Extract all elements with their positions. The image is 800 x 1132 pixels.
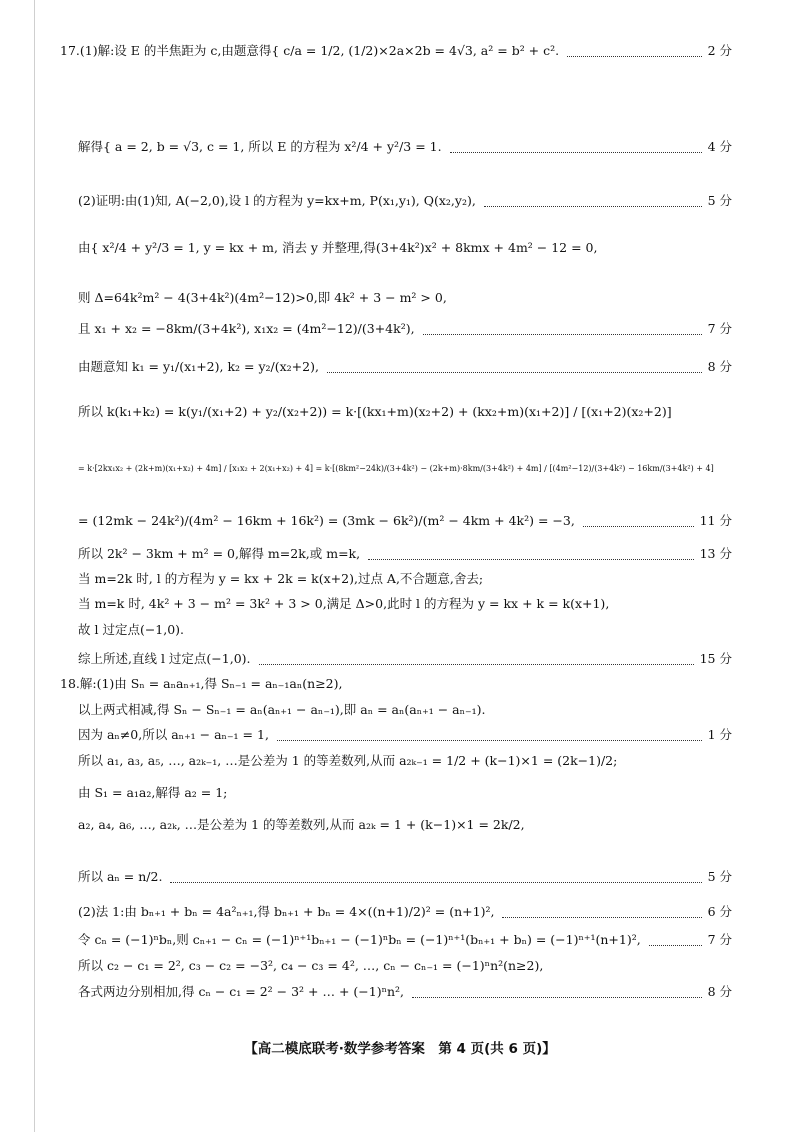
solution-line bbox=[0, 648, 800, 670]
leader-dots bbox=[567, 34, 702, 57]
line-text: = k·[2kx₁x₂ + (2k+m)(x₁+x₂) + 4m] / [x₁x₂ + 2(x₁+x₂) + 4] = k·[(8km²−24k)/(3+4k²) − (2k+m)·8km/(3+4k²) + 4m] / [(4m²−12)/(3+4k²) − 16km/(3+4k²) + 4] bbox=[78, 464, 714, 473]
solution-line bbox=[0, 401, 800, 423]
leader-dots bbox=[649, 923, 702, 946]
leader-dots bbox=[502, 895, 702, 918]
score-label: 7 分 bbox=[707, 932, 732, 947]
line-text: = (12mk − 24k²)/(4m² − 16km + 16k²) = (3mk − 6k²)/(m² − 4km + 4k²) = −3, bbox=[78, 513, 575, 528]
line-text: 所以 a₁, a₃, a₅, …, a₂ₖ₋₁, …是公差为 1 的等差数列,从而 a₂ₖ₋₁ = 1/2 + (k−1)×1 = (2k−1)/2; bbox=[78, 753, 618, 768]
line-text: 由题意知 k₁ = y₁/(x₁+2), k₂ = y₂/(x₂+2), bbox=[78, 359, 319, 374]
solution-line bbox=[0, 593, 800, 615]
leader-dots bbox=[277, 718, 702, 741]
solution-line bbox=[0, 543, 800, 565]
line-text: 所以 2k² − 3km + m² = 0,解得 m=2k,或 m=k, bbox=[78, 546, 361, 561]
solution-line bbox=[0, 673, 800, 695]
solution-line bbox=[0, 750, 800, 772]
score-label: 4 分 bbox=[707, 139, 732, 154]
score-label: 8 分 bbox=[707, 359, 732, 374]
line-text: 所以 aₙ = n/2. bbox=[78, 869, 163, 884]
score-label: 5 分 bbox=[707, 193, 732, 208]
solution-line bbox=[0, 458, 800, 480]
line-text: 综上所述,直线 l 过定点(−1,0). bbox=[78, 651, 251, 666]
leader-dots bbox=[583, 504, 694, 527]
solution-line bbox=[0, 814, 800, 836]
line-text: 所以 c₂ − c₁ = 2², c₃ − c₂ = −3², c₄ − c₃ = 4², …, cₙ − cₙ₋₁ = (−1)ⁿn²(n≥2), bbox=[78, 958, 544, 973]
line-text: 当 m=2k 时, l 的方程为 y = kx + 2k = k(x+2),过点 A,不合题意,舍去; bbox=[78, 571, 484, 586]
solution-line bbox=[0, 40, 800, 62]
solution-line bbox=[0, 318, 800, 340]
solution-line bbox=[0, 237, 800, 259]
line-text: a₂, a₄, a₆, …, a₂ₖ, …是公差为 1 的等差数列,从而 a₂ₖ = 1 + (k−1)×1 = 2k/2, bbox=[78, 817, 525, 832]
leader-dots bbox=[327, 350, 702, 373]
solution-line bbox=[0, 356, 800, 378]
leader-dots bbox=[368, 537, 694, 560]
solution-line bbox=[0, 510, 800, 532]
solution-line bbox=[0, 724, 800, 746]
solution-line bbox=[0, 619, 800, 641]
leader-dots bbox=[170, 860, 702, 883]
score-label: 13 分 bbox=[699, 546, 732, 561]
page-footer: 【高二模底联考·数学参考答案 第 4 页(共 6 页)】 bbox=[244, 1041, 556, 1057]
score-label: 6 分 bbox=[707, 904, 732, 919]
solution-line bbox=[0, 981, 800, 1003]
line-text: 因为 aₙ≠0,所以 aₙ₊₁ − aₙ₋₁ = 1, bbox=[78, 727, 269, 742]
line-text: 由 S₁ = a₁a₂,解得 a₂ = 1; bbox=[78, 785, 228, 800]
line-text: (2)法 1:由 bₙ₊₁ + bₙ = 4a²ₙ₊₁,得 bₙ₊₁ + bₙ = 4×((n+1)/2)² = (n+1)², bbox=[78, 904, 495, 919]
line-text: (2)证明:由(1)知, A(−2,0),设 l 的方程为 y=kx+m, P(x₁,y₁), Q(x₂,y₂), bbox=[78, 193, 476, 208]
score-label: 5 分 bbox=[707, 869, 732, 884]
line-text: 且 x₁ + x₂ = −8km/(3+4k²), x₁x₂ = (4m²−12)/(3+4k²), bbox=[78, 321, 415, 336]
line-text: 故 l 过定点(−1,0). bbox=[78, 622, 185, 637]
line-text: 各式两边分别相加,得 cₙ − c₁ = 2² − 3² + … + (−1)ⁿn², bbox=[78, 984, 405, 999]
solution-line bbox=[0, 955, 800, 977]
line-text: 令 cₙ = (−1)ⁿbₙ,则 cₙ₊₁ − cₙ = (−1)ⁿ⁺¹bₙ₊₁ − (−1)ⁿbₙ = (−1)ⁿ⁺¹(bₙ₊₁ + bₙ) = (−1)ⁿ⁺¹(n+1)², bbox=[78, 932, 641, 947]
line-text: 以上两式相减,得 Sₙ − Sₙ₋₁ = aₙ(aₙ₊₁ − aₙ₋₁),即 aₙ = aₙ(aₙ₊₁ − aₙ₋₁). bbox=[78, 702, 486, 717]
solution-line bbox=[0, 866, 800, 888]
solution-line bbox=[0, 929, 800, 951]
line-text: 17.(1)解:设 E 的半焦距为 c,由题意得{ c/a = 1/2, (1/2)×2a×2b = 4√3, a² = b² + c². bbox=[60, 43, 560, 58]
line-text: 当 m=k 时, 4k² + 3 − m² = 3k² + 3 > 0,满足 Δ>0,此时 l 的方程为 y = kx + k = k(x+1), bbox=[78, 596, 610, 611]
line-text: 解得{ a = 2, b = √3, c = 1, 所以 E 的方程为 x²/4 + y²/3 = 1. bbox=[78, 139, 442, 154]
score-label: 11 分 bbox=[699, 513, 732, 528]
score-label: 2 分 bbox=[707, 43, 732, 58]
solution-line bbox=[0, 901, 800, 923]
leader-dots bbox=[484, 184, 702, 207]
solution-line bbox=[0, 782, 800, 804]
leader-dots bbox=[450, 130, 702, 153]
score-label: 8 分 bbox=[707, 984, 732, 999]
score-label: 7 分 bbox=[707, 321, 732, 336]
leader-dots bbox=[259, 642, 694, 665]
score-label: 1 分 bbox=[707, 727, 732, 742]
line-text: 则 Δ=64k²m² − 4(3+4k²)(4m²−12)>0,即 4k² + 3 − m² > 0, bbox=[78, 290, 447, 305]
score-label: 15 分 bbox=[699, 651, 732, 666]
line-text: 18.解:(1)由 Sₙ = aₙaₙ₊₁,得 Sₙ₋₁ = aₙ₋₁aₙ(n≥2), bbox=[60, 676, 343, 691]
leader-dots bbox=[423, 312, 702, 335]
solution-line bbox=[0, 136, 800, 158]
solution-line bbox=[0, 568, 800, 590]
leader-dots bbox=[412, 975, 702, 998]
solution-line bbox=[0, 287, 800, 309]
solution-line bbox=[0, 190, 800, 212]
line-text: 由{ x²/4 + y²/3 = 1, y = kx + m, 消去 y 并整理,得(3+4k²)x² + 8kmx + 4m² − 12 = 0, bbox=[78, 240, 598, 255]
line-text: 所以 k(k₁+k₂) = k(y₁/(x₁+2) + y₂/(x₂+2)) = k·[(kx₁+m)(x₂+2) + (kx₂+m)(x₁+2)] / [(x₁+2)(x₂+2)] bbox=[78, 404, 672, 419]
